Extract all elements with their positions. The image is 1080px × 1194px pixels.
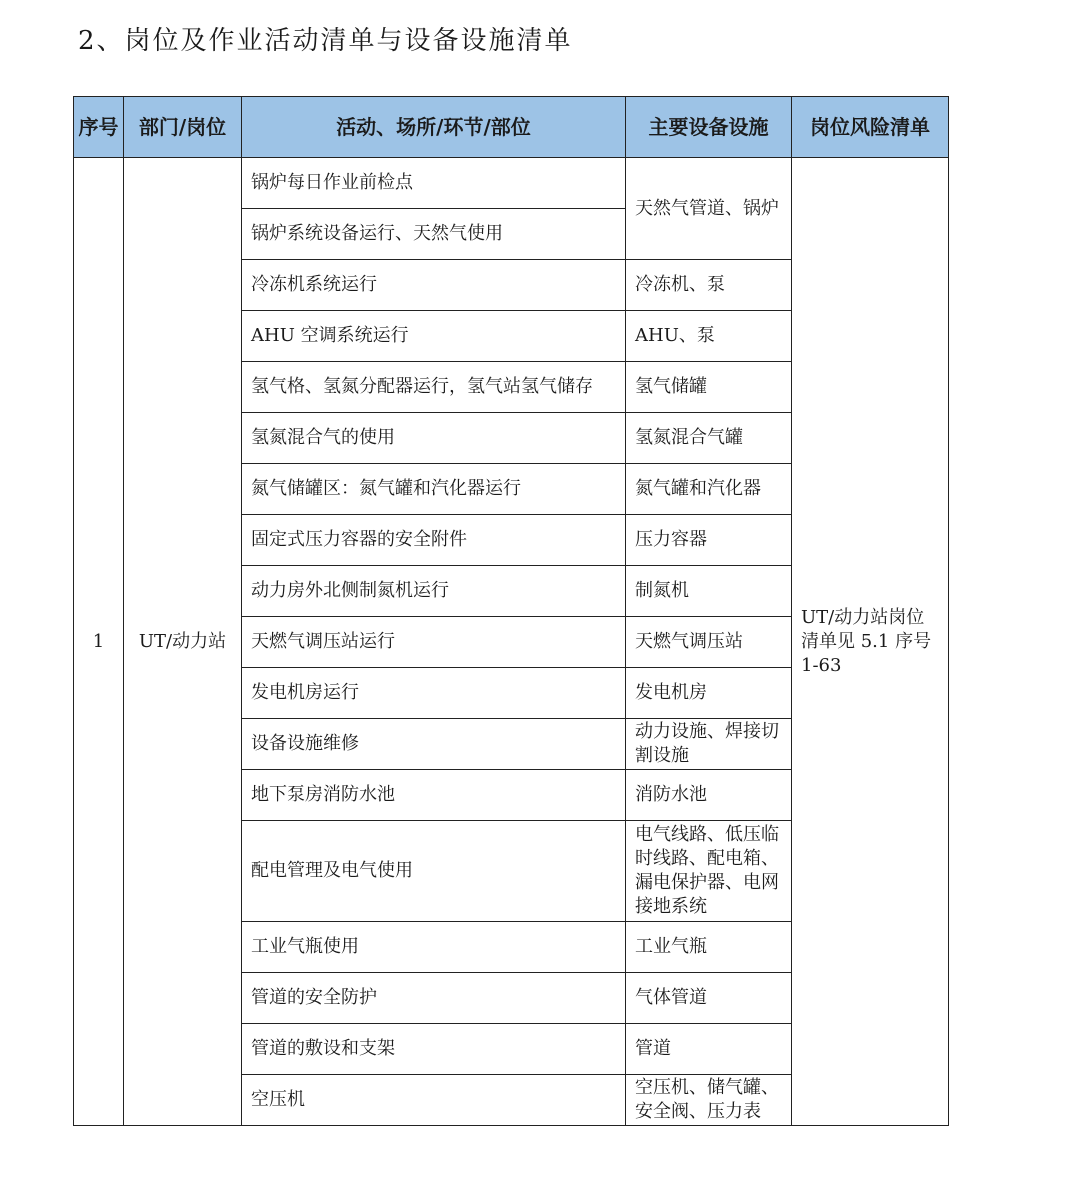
activity-cell: 发电机房运行 xyxy=(242,668,626,719)
activity-cell: 锅炉每日作业前检点 xyxy=(242,158,626,209)
equipment-cell: 管道 xyxy=(626,1024,792,1075)
page-title: 2、岗位及作业活动清单与设备设施清单 xyxy=(78,26,573,56)
header-equipment: 主要设备设施 xyxy=(626,97,792,158)
header-seq: 序号 xyxy=(74,97,124,158)
equipment-cell: 天燃气调压站 xyxy=(626,617,792,668)
activity-cell: 配电管理及电气使用 xyxy=(242,821,626,922)
activity-cell: 动力房外北侧制氮机运行 xyxy=(242,566,626,617)
activity-cell: 工业气瓶使用 xyxy=(242,922,626,973)
activity-cell: 锅炉系统设备运行、天然气使用 xyxy=(242,209,626,260)
equipment-cell: 氢气储罐 xyxy=(626,362,792,413)
activity-cell: 管道的安全防护 xyxy=(242,973,626,1024)
table-header-row xyxy=(74,97,949,158)
activity-cell: 固定式压力容器的安全附件 xyxy=(242,515,626,566)
equipment-cell: 氮气罐和汽化器 xyxy=(626,464,792,515)
equipment-cell: AHU、泵 xyxy=(626,311,792,362)
activity-cell: 氢氮混合气的使用 xyxy=(242,413,626,464)
activity-cell: 氢气格、氢氮分配器运行，氢气站氢气储存 xyxy=(242,362,626,413)
equipment-cell: 电气线路、低压临时线路、配电箱、漏电保护器、电网接地系统 xyxy=(626,821,792,922)
equipment-cell: 冷冻机、泵 xyxy=(626,260,792,311)
activity-cell: AHU 空调系统运行 xyxy=(242,311,626,362)
equipment-cell: 消防水池 xyxy=(626,770,792,821)
table-row xyxy=(74,158,949,209)
seq-cell: 1 xyxy=(74,158,124,1126)
dept-cell: UT/动力站 xyxy=(124,158,242,1126)
activity-cell: 氮气储罐区：氮气罐和汽化器运行 xyxy=(242,464,626,515)
activity-cell: 管道的敷设和支架 xyxy=(242,1024,626,1075)
header-activity: 活动、场所/环节/部位 xyxy=(242,97,626,158)
equipment-cell: 空压机、储气罐、安全阀、压力表 xyxy=(626,1075,792,1126)
activity-cell: 天燃气调压站运行 xyxy=(242,617,626,668)
equipment-cell: 天然气管道、锅炉 xyxy=(626,158,792,260)
equipment-cell: 动力设施、焊接切割设施 xyxy=(626,719,792,770)
header-risk: 岗位风险清单 xyxy=(792,97,949,158)
equipment-cell: 气体管道 xyxy=(626,973,792,1024)
post-activity-table xyxy=(73,96,949,1126)
equipment-cell: 压力容器 xyxy=(626,515,792,566)
activity-cell: 地下泵房消防水池 xyxy=(242,770,626,821)
activity-cell: 冷冻机系统运行 xyxy=(242,260,626,311)
equipment-cell: 氢氮混合气罐 xyxy=(626,413,792,464)
risk-cell: UT/动力站岗位清单见 5.1 序号 1-63 xyxy=(792,158,949,1126)
header-dept: 部门/岗位 xyxy=(124,97,242,158)
activity-cell: 设备设施维修 xyxy=(242,719,626,770)
equipment-cell: 发电机房 xyxy=(626,668,792,719)
activity-cell: 空压机 xyxy=(242,1075,626,1126)
equipment-cell: 制氮机 xyxy=(626,566,792,617)
equipment-cell: 工业气瓶 xyxy=(626,922,792,973)
